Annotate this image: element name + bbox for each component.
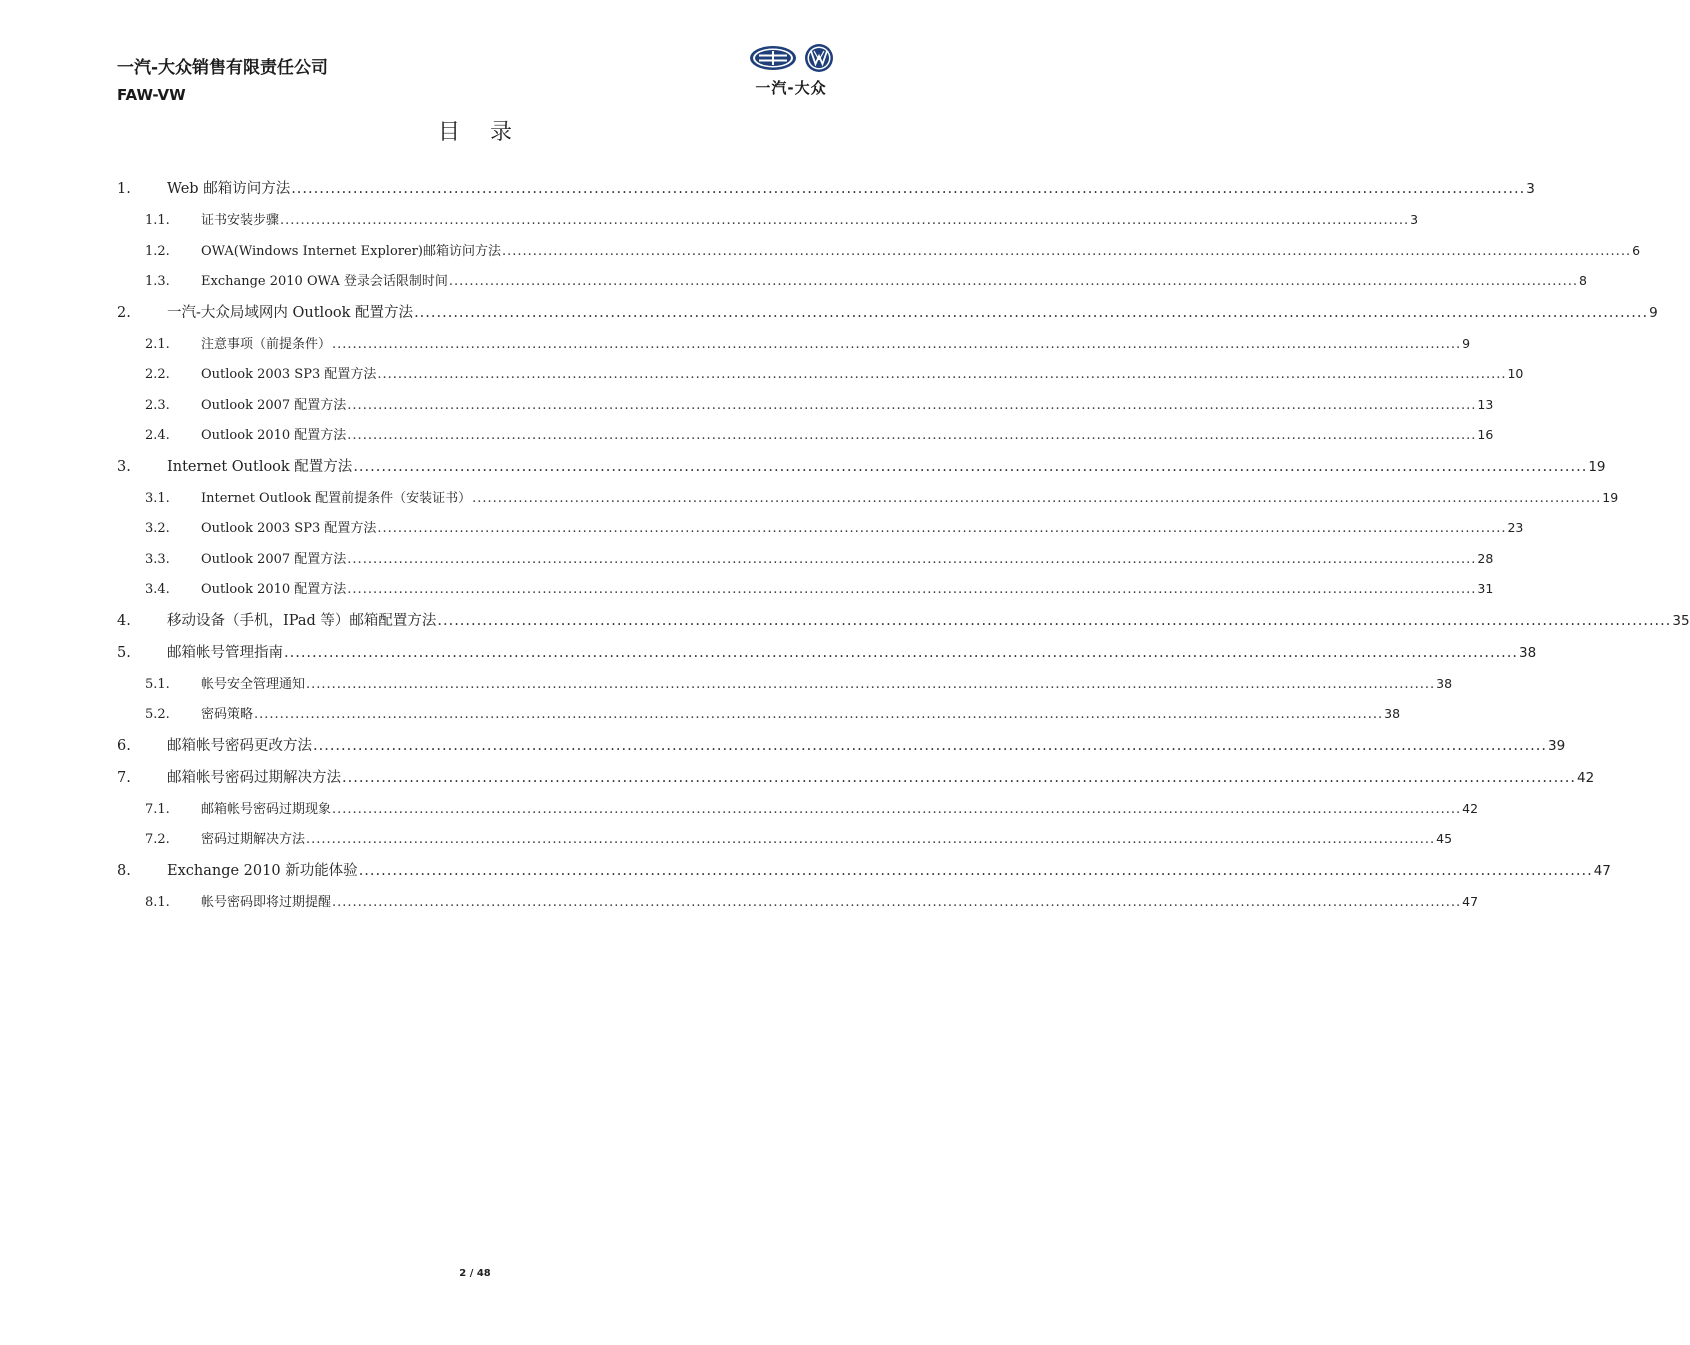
- toc-entry-page-number: 3: [1410, 212, 1419, 227]
- toc-dot-leader: ............................................................................................................................................................................................................................: [347, 397, 1477, 413]
- toc-entry-title: 邮箱帐号密码过期解决方法: [167, 769, 341, 786]
- toc-entry-page-number: 47: [1462, 893, 1479, 909]
- toc-entry-section[interactable]: [117, 605, 1690, 637]
- toc-entry-title: Web 邮箱访问方法: [167, 181, 291, 197]
- toc-entry-section[interactable]: [117, 297, 1658, 329]
- toc-entry-page-number: 13: [1477, 396, 1494, 412]
- toc-entry-title: 帐号密码即将过期提醒: [201, 894, 332, 910]
- toc-entry-subsection[interactable]: [117, 359, 1524, 390]
- toc-dot-leader: ............................................................................................................................................................................................................................: [291, 181, 1526, 197]
- toc-entry-title: 邮箱帐号密码更改方法: [167, 737, 312, 754]
- toc-entry-number: 3.: [117, 458, 131, 475]
- toc-entry-title: Outlook 2007 配置方法: [201, 397, 347, 413]
- toc-entry-subsection[interactable]: [117, 205, 1419, 236]
- toc-entry-page-number: 42: [1577, 769, 1595, 786]
- logo-text: 一汽-大众: [755, 79, 827, 97]
- toc-entry-subsection[interactable]: [117, 699, 1401, 730]
- toc-entry-title: Outlook 2010 配置方法: [201, 428, 347, 443]
- toc-dot-leader: ............................................................................................................................................................................................................................: [332, 801, 1462, 817]
- toc-entry-subsection[interactable]: [117, 236, 1641, 267]
- toc-dot-leader: ............................................................................................................................................................................................................................: [332, 336, 1462, 352]
- toc-entry-page-number: 19: [1602, 489, 1619, 505]
- toc-dot-leader: ............................................................................................................................................................................................................................: [353, 458, 1588, 475]
- toc-entry-title: 邮箱帐号管理指南: [167, 644, 283, 661]
- toc-entry-section[interactable]: [117, 730, 1566, 762]
- toc-entry-section[interactable]: [117, 451, 1606, 483]
- toc-dot-leader: ............................................................................................................................................................................................................................: [254, 707, 1384, 722]
- toc-dot-leader: ............................................................................................................................................................................................................................: [377, 367, 1507, 382]
- toc-entry-number: 4.: [117, 612, 131, 629]
- toc-entry-page-number: 47: [1593, 862, 1611, 879]
- toc-entry-number: 1.1.: [145, 213, 170, 228]
- toc-entry-title: Outlook 2007 配置方法: [201, 551, 347, 567]
- toc-entry-subsection[interactable]: [117, 824, 1453, 855]
- toc-dot-leader: ............................................................................................................................................................................................................................: [472, 490, 1602, 506]
- toc-entry-number: 1.2.: [145, 243, 170, 259]
- toc-dot-leader: ............................................................................................................................................................................................................................: [358, 862, 1593, 879]
- toc-entry-subsection[interactable]: [117, 887, 1479, 918]
- table-of-contents: [117, 173, 1690, 917]
- company-name: 一汽-大众销售有限责任公司: [117, 58, 329, 78]
- toc-entry-number: 8.: [117, 862, 131, 879]
- toc-entry-number: 5.: [117, 644, 131, 661]
- toc-entry-page-number: 10: [1507, 366, 1524, 381]
- toc-entry-page-number: 3: [1526, 181, 1535, 197]
- toc-entry-page-number: 6: [1632, 242, 1641, 258]
- toc-entry-title: Internet Outlook 配置方法: [167, 458, 353, 475]
- toc-entry-title: 证书安装步骤: [201, 213, 280, 228]
- toc-dot-leader: ............................................................................................................................................................................................................................: [313, 737, 1548, 754]
- toc-entry-number: 7.2.: [145, 832, 170, 847]
- toc-entry-title: 邮箱帐号密码过期现象: [201, 801, 332, 817]
- toc-entry-title: Outlook 2010 配置方法: [201, 582, 347, 597]
- toc-entry-page-number: 39: [1548, 737, 1566, 754]
- toc-entry-page-number: 38: [1519, 644, 1537, 661]
- toc-entry-number: 3.2.: [145, 521, 170, 536]
- faw-vw-logo: [745, 42, 840, 97]
- toc-dot-leader: ............................................................................................................................................................................................................................: [347, 582, 1477, 597]
- company-name-en: FAW-VW: [117, 86, 186, 104]
- toc-dot-leader: ............................................................................................................................................................................................................................: [501, 243, 1632, 259]
- toc-dot-leader: ............................................................................................................................................................................................................................: [306, 676, 1436, 692]
- toc-entry-subsection[interactable]: [117, 669, 1453, 700]
- toc-entry-title: 帐号安全管理通知: [201, 676, 306, 692]
- toc-entry-number: 2.4.: [145, 428, 170, 443]
- toc-dot-leader: ............................................................................................................................................................................................................................: [332, 894, 1462, 910]
- toc-entry-title: 移动设备（手机，IPad 等）邮箱配置方法: [167, 612, 437, 629]
- toc-entry-section[interactable]: [117, 637, 1537, 669]
- toc-entry-title: Exchange 2010 新功能体验: [167, 862, 358, 879]
- toc-dot-leader: ............................................................................................................................................................................................................................: [284, 644, 1519, 661]
- toc-entry-page-number: 38: [1384, 706, 1401, 721]
- toc-dot-leader: ............................................................................................................................................................................................................................: [280, 213, 1410, 228]
- toc-dot-leader: ............................................................................................................................................................................................................................: [437, 612, 1672, 629]
- toc-entry-number: 2.3.: [145, 397, 170, 413]
- toc-entry-title: 密码过期解决方法: [201, 832, 306, 847]
- toc-entry-title: 注意事项（前提条件）: [201, 336, 332, 352]
- toc-entry-title: OWA(Windows Internet Explorer)邮箱访问方法: [201, 243, 501, 259]
- toc-entry-section[interactable]: [117, 173, 1535, 205]
- toc-entry-title: Outlook 2003 SP3 配置方法: [201, 367, 377, 382]
- toc-entry-subsection[interactable]: [117, 483, 1619, 514]
- page-indicator: 2 / 48: [459, 1268, 491, 1279]
- toc-dot-leader: ............................................................................................................................................................................................................................: [347, 428, 1477, 443]
- toc-entry-number: 6.: [117, 737, 131, 754]
- toc-entry-title: 密码策略: [201, 707, 254, 722]
- toc-entry-number: 3.4.: [145, 582, 170, 597]
- document-header: [117, 56, 328, 105]
- toc-entry-title: Exchange 2010 OWA 登录会话限制时间: [201, 274, 448, 289]
- toc-entry-number: 1.3.: [145, 274, 170, 289]
- toc-entry-page-number: 31: [1477, 581, 1494, 596]
- toc-entry-number: 8.1.: [145, 894, 170, 910]
- toc-entry-page-number: 42: [1462, 800, 1479, 816]
- toc-entry-page-number: 35: [1672, 612, 1690, 629]
- brand-emblems-icon: [745, 42, 840, 76]
- toc-dot-leader: ............................................................................................................................................................................................................................: [448, 274, 1578, 289]
- toc-dot-leader: ............................................................................................................................................................................................................................: [306, 832, 1436, 847]
- toc-dot-leader: ............................................................................................................................................................................................................................: [414, 304, 1649, 321]
- toc-dot-leader: ............................................................................................................................................................................................................................: [377, 521, 1507, 536]
- toc-entry-number: 5.2.: [145, 707, 170, 722]
- toc-entry-page-number: 28: [1477, 550, 1494, 566]
- toc-entry-page-number: 45: [1436, 831, 1453, 846]
- toc-entry-title: Outlook 2003 SP3 配置方法: [201, 521, 377, 536]
- toc-title: 目录: [437, 120, 542, 145]
- toc-entry-subsection[interactable]: [117, 420, 1494, 451]
- toc-entry-number: 7.: [117, 769, 131, 786]
- toc-entry-subsection[interactable]: [117, 574, 1494, 605]
- toc-entry-number: 2.: [117, 304, 131, 321]
- toc-entry-page-number: 38: [1436, 675, 1453, 691]
- toc-dot-leader: ............................................................................................................................................................................................................................: [342, 769, 1577, 786]
- toc-entry-title: 一汽-大众局域网内 Outlook 配置方法: [167, 304, 414, 321]
- toc-entry-subsection[interactable]: [117, 513, 1524, 544]
- toc-entry-subsection[interactable]: [117, 329, 1471, 360]
- toc-entry-subsection[interactable]: [117, 266, 1587, 297]
- toc-entry-page-number: 19: [1588, 458, 1606, 475]
- toc-entry-number: 2.2.: [145, 367, 170, 382]
- toc-entry-page-number: 23: [1507, 520, 1524, 535]
- toc-entry-subsection[interactable]: [117, 544, 1494, 575]
- toc-entry-page-number: 9: [1649, 304, 1658, 321]
- toc-entry-number: 5.1.: [145, 676, 170, 692]
- toc-entry-number: 3.1.: [145, 490, 170, 506]
- toc-entry-title: Internet Outlook 配置前提条件（安装证书）: [201, 490, 472, 506]
- toc-entry-section[interactable]: [117, 762, 1595, 794]
- toc-entry-page-number: 16: [1477, 427, 1494, 442]
- toc-entry-section[interactable]: [117, 855, 1611, 887]
- toc-dot-leader: ............................................................................................................................................................................................................................: [347, 551, 1477, 567]
- toc-entry-subsection[interactable]: [117, 390, 1494, 421]
- toc-entry-number: 3.3.: [145, 551, 170, 567]
- toc-entry-number: 7.1.: [145, 801, 170, 817]
- toc-entry-number: 2.1.: [145, 336, 170, 352]
- toc-entry-number: 1.: [117, 181, 131, 197]
- toc-entry-page-number: 9: [1462, 335, 1471, 351]
- toc-entry-subsection[interactable]: [117, 794, 1479, 825]
- toc-entry-page-number: 8: [1578, 273, 1587, 288]
